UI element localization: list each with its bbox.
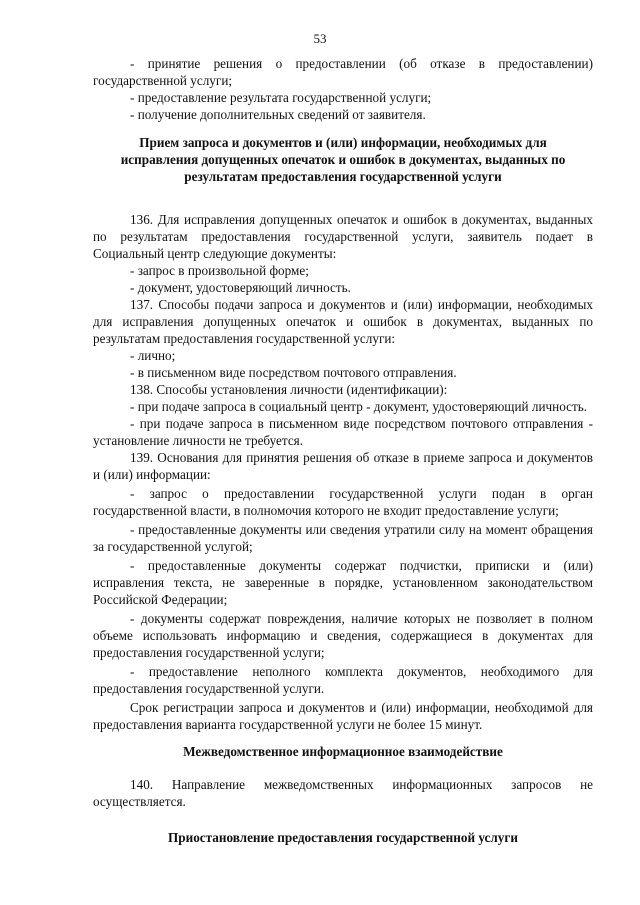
list-item: - принятие решения о предоставлении (об отказе в предоставлении) государственной услуги;: [93, 56, 593, 88]
list-item: - лично;: [130, 348, 176, 363]
paragraph-136: 136. Для исправления допущенных опечаток и ошибок в документах, выданных по результатам предоставления государственной услуги, заявитель подает в Социальный центр следующие документы:: [93, 212, 593, 261]
list-item: - при подаче запроса в письменном виде посредством почтового отправления - установление личности не требуется.: [93, 416, 593, 448]
paragraph-140: 140. Направление межведомственных информационных запросов не осуществляется.: [93, 777, 593, 809]
paragraph-139: 139. Основания для принятия решения об отказе в приеме запроса и документов и (или) информации:: [93, 450, 593, 482]
list-item: - при подаче запроса в социальный центр - документ, удостоверяющий личность.: [130, 399, 588, 414]
list-item: - предоставленные документы содержат подчистки, приписки и (или) исправления текста, не заверенные в порядке, установленном законодательством Российской Федерации;: [93, 558, 593, 607]
section-heading: Прием запроса и документов и (или) информации, необходимых для исправления допущенных опечаток и ошибок в документах, выданных по результатам предоставления государственной услуги: [120, 135, 566, 184]
list-item: - в письменном виде посредством почтового отправления.: [130, 365, 457, 380]
paragraph-138: 138. Способы установления личности (идентификации):: [130, 382, 448, 397]
section-heading: Межведомственное информационное взаимодействие: [183, 744, 503, 759]
list-item: - предоставленные документы или сведения утратили силу на момент обращения за государственной услугой;: [93, 522, 593, 554]
list-item: - документ, удостоверяющий личность.: [130, 280, 351, 295]
top-list: [93, 55, 593, 123]
section-heading: Приостановление предоставления государственной услуги: [168, 830, 518, 845]
section-body: [93, 211, 593, 733]
paragraph-139-term: Срок регистрации запроса и документов и (или) информации, необходимой для предоставления варианта государственной услуги не более 15 минут.: [93, 700, 593, 732]
list-item: - запрос в произвольной форме;: [130, 263, 309, 278]
list-item: - документы содержат повреждения, наличие которых не позволяет в полном объеме использовать информацию и сведения, содержащиеся в документах для предоставления государственной услуги;: [93, 611, 593, 660]
list-item: - получение дополнительных сведений от заявителя.: [130, 107, 426, 122]
list-item: - предоставление результата государственной услуги;: [130, 90, 432, 105]
paragraph-137: 137. Способы подачи запроса и документов и (или) информации, необходимых для исправления допущенных опечаток и ошибок в документах, выданных по результатам предоставления государственной услуги:: [93, 297, 593, 346]
list-item: - запрос о предоставлении государственной услуги подан в орган государственной власти, в полномочия которого не входит предоставление услуги;: [93, 486, 593, 518]
list-item: - предоставление неполного комплекта документов, необходимого для предоставления государственной услуги.: [93, 664, 593, 696]
page-number: 53: [313, 31, 327, 46]
